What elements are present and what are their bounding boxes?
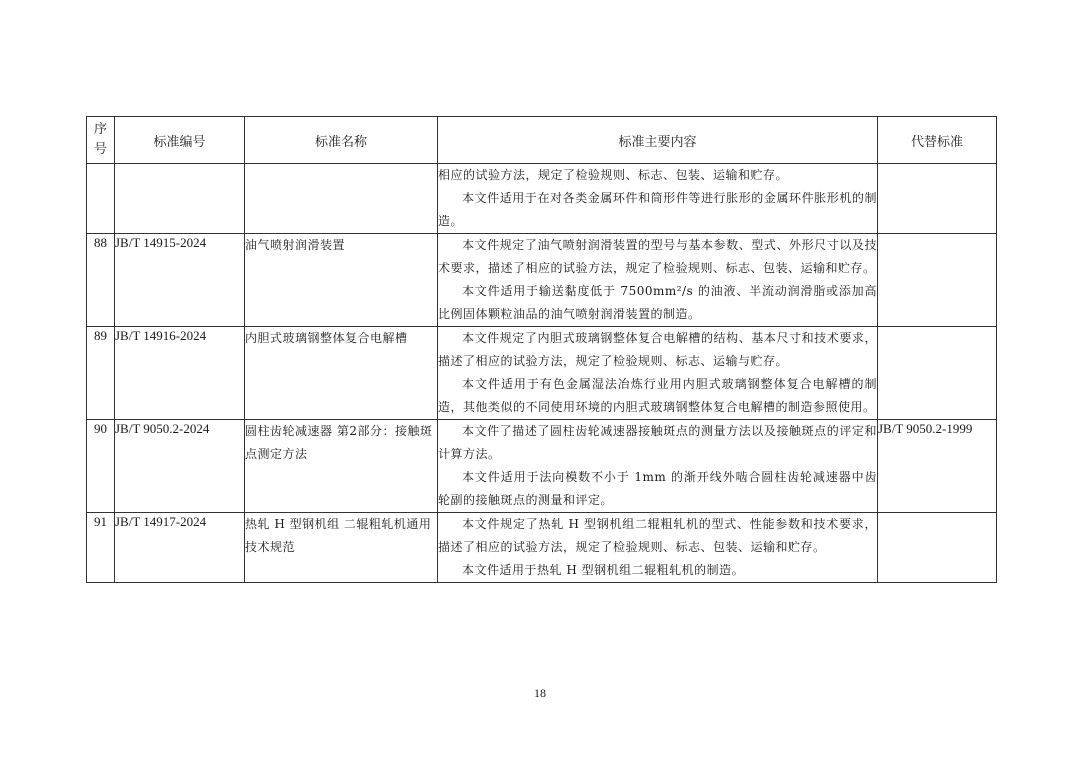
cell-replaced-standard <box>878 513 997 583</box>
cell-standard-name <box>245 234 438 327</box>
seq-text: 89 <box>94 328 107 343</box>
seq-text: 88 <box>94 235 107 250</box>
page-number: 18 <box>534 686 546 700</box>
standard-code-text: JB/T 14917-2024 <box>115 514 207 529</box>
table-body <box>87 164 997 583</box>
cell-standard-code <box>115 164 245 234</box>
cell-seq <box>87 164 115 234</box>
content-paragraph: 本文件适用于输送黏度低于 7500mm²/s 的油液、半流动润滑脂或添加高比例固体颗粒油品的油气喷射润滑装置的制造。 <box>438 284 877 321</box>
content-paragraph: 相应的试验方法，规定了检验规则、标志、包装、运输和贮存。 <box>438 168 789 182</box>
cell-seq <box>87 420 115 513</box>
cell-replaced-standard <box>878 234 997 327</box>
seq-text: 91 <box>94 514 107 529</box>
header-name: 标准名称 <box>245 117 438 164</box>
cell-standard-code <box>115 513 245 583</box>
table-row <box>87 327 997 420</box>
table-row <box>87 513 997 583</box>
cell-standard-code <box>115 420 245 513</box>
standard-code-text: JB/T 9050.2-2024 <box>115 421 210 436</box>
table-row <box>87 164 997 234</box>
cell-main-content <box>438 234 878 327</box>
cell-standard-code <box>115 327 245 420</box>
content-paragraph: 本文件适用于有色金属湿法冶炼行业用内胆式玻璃钢整体复合电解槽的制造，其他类似的不同使用环境的内胆式玻璃钢整体复合电解槽的制造参照使用。 <box>438 377 877 414</box>
cell-main-content <box>438 420 878 513</box>
cell-replaced-standard <box>878 164 997 234</box>
cell-standard-name <box>245 327 438 420</box>
standards-table <box>86 116 997 583</box>
table-header-row <box>87 117 997 164</box>
header-content: 标准主要内容 <box>438 117 878 164</box>
content-paragraph: 本文件适用于热轧 H 型钢机组二辊粗轧机的制造。 <box>462 563 745 577</box>
cell-main-content <box>438 513 878 583</box>
content-paragraph: 本文件规定了油气喷射润滑装置的型号与基本参数、型式、外形尺寸以及技术要求，描述了相应的试验方法，规定了检验规则、标志、包装、运输和贮存。 <box>438 238 877 275</box>
standard-name-text: 油气喷射润滑装置 <box>245 238 346 252</box>
standard-code-text: JB/T 14916-2024 <box>115 328 207 343</box>
cell-main-content <box>438 164 878 234</box>
seq-text: 90 <box>94 421 107 436</box>
standard-name-text: 圆柱齿轮减速器 第2部分：接触斑点测定方法 <box>245 424 433 461</box>
header-seq: 序 号 <box>87 117 115 164</box>
standard-code-text: JB/T 14915-2024 <box>115 235 207 250</box>
standard-name-text: 内胆式玻璃钢整体复合电解槽 <box>245 331 408 345</box>
cell-main-content <box>438 327 878 420</box>
cell-standard-name <box>245 513 438 583</box>
cell-replaced-standard <box>878 420 997 513</box>
table-row <box>87 420 997 513</box>
cell-seq <box>87 234 115 327</box>
standard-name-text: 热轧 H 型钢机组 二辊粗轧机通用技术规范 <box>245 517 432 554</box>
content-paragraph: 本文件规定了内胆式玻璃钢整体复合电解槽的结构、基本尺寸和技术要求，描述了相应的试验方法，规定了检验规则、标志、运输与贮存。 <box>438 331 877 368</box>
content-paragraph: 本文件了描述了圆柱齿轮减速器接触斑点的测量方法以及接触斑点的评定和计算方法。 <box>438 424 877 461</box>
cell-standard-name <box>245 164 438 234</box>
cell-standard-code <box>115 234 245 327</box>
cell-standard-name <box>245 420 438 513</box>
header-replaced: 代替标准 <box>878 117 997 164</box>
content-paragraph: 本文件规定了热轧 H 型钢机组二辊粗轧机的型式、性能参数和技术要求，描述了相应的试验方法，规定了检验规则、标志、包装、运输和贮存。 <box>438 517 877 554</box>
header-code: 标准编号 <box>115 117 245 164</box>
cell-seq <box>87 513 115 583</box>
content-paragraph: 本文件适用于在对各类金属环件和筒形件等进行胀形的金属环件胀形机的制造。 <box>438 191 877 228</box>
content-paragraph: 本文件适用于法向模数不小于 1mm 的渐开线外啮合圆柱齿轮减速器中齿轮副的接触斑点的测量和评定。 <box>438 470 877 507</box>
table-row <box>87 234 997 327</box>
replaced-standard-text: JB/T 9050.2-1999 <box>878 421 973 436</box>
cell-replaced-standard <box>878 327 997 420</box>
cell-seq <box>87 327 115 420</box>
